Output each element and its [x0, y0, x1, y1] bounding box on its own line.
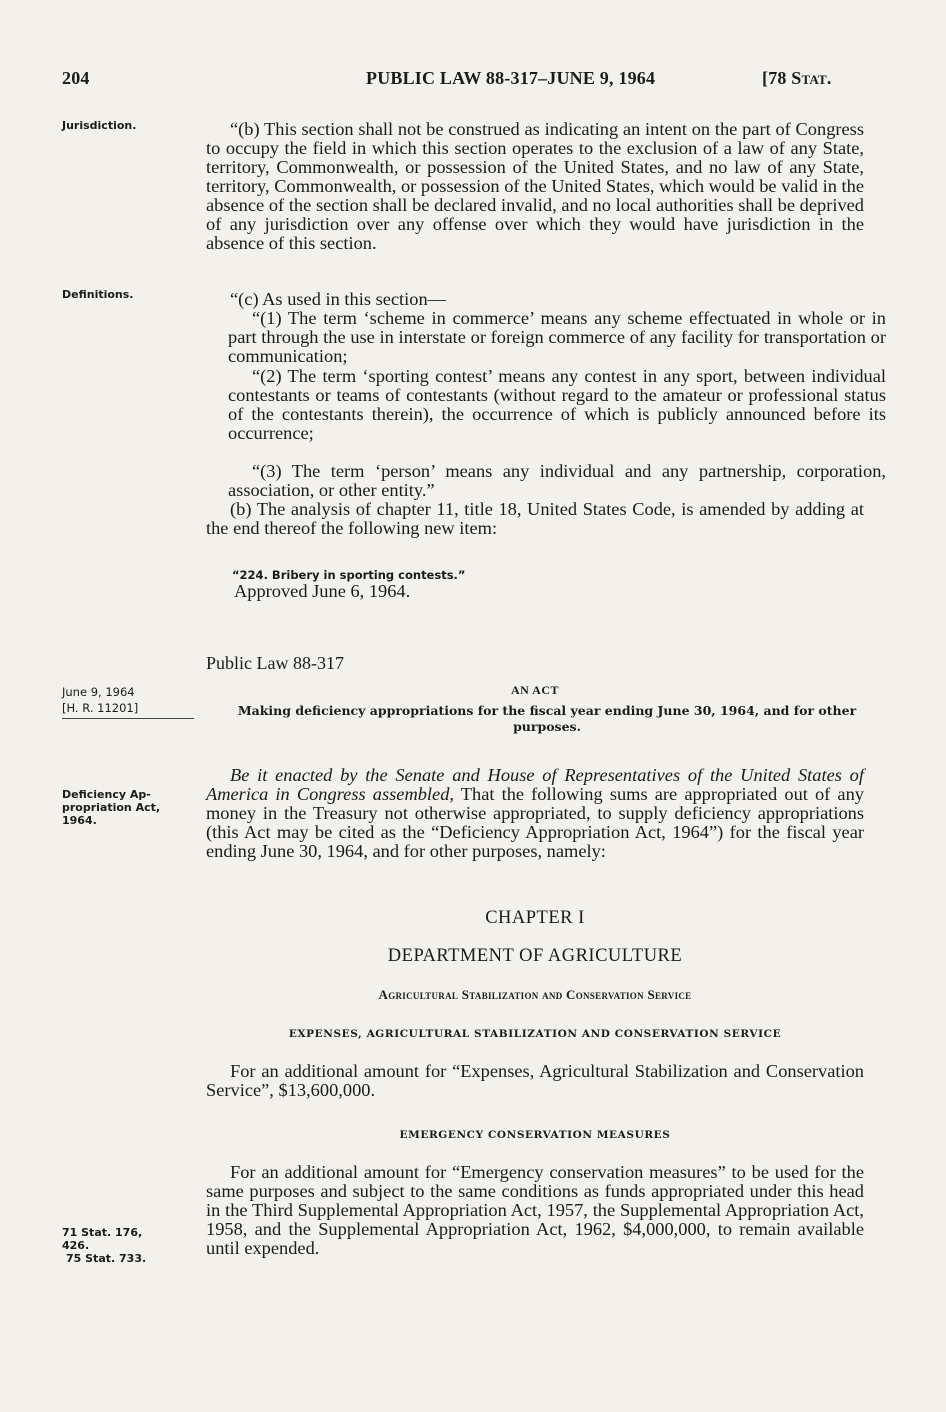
margin-citation-1: 71 Stat. 176, — [62, 1226, 143, 1239]
subheading-expenses: EXPENSES, AGRICULTURAL STABILIZATION AND CONSERVATION SERVICE — [288, 1028, 782, 1040]
margin-citation-2: 426. — [62, 1239, 90, 1252]
enacting-clause — [206, 766, 864, 861]
margin-citation-3: 75 Stat. 733. — [66, 1252, 147, 1265]
margin-rule — [62, 718, 194, 719]
enacting-clause-text: That the following sums are appropriated out of any money in the Treasury not otherwise appropriated, to supply deficiency appropriations (this Act may be cited as the “Deficiency Appropriation Act, 1964”) for the fiscal year ending June 30, 1964, and for other purposes, namely: — [206, 784, 864, 861]
page-number: 204 — [62, 68, 90, 88]
public-law-title: Public Law 88-317 — [206, 653, 344, 673]
definition-2: “(2) The term ‘sporting contest’ means any contest in any sport, between individual contestants or teams of contestants (without regard to the amateur or professional status of the contestants therein), the occurrence of which is publicly announced before its occurrence; — [228, 366, 886, 443]
chapter-heading: CHAPTER I — [485, 908, 585, 928]
new-item-224: “224. Bribery in sporting contests.” — [232, 568, 466, 582]
expenses-paragraph: For an additional amount for “Expenses, Agricultural Stabilization and Conservation Service”, $13,600,000. — [206, 1061, 864, 1100]
emergency-paragraph: For an additional amount for “Emergency conservation measures” to be used for the same purposes and subject to the same conditions as funds appropriated under this head in the Third Supplemental Appropriation Act, 1957, the Supplemental Appropriation Act, 1958, and the Supplemental Appropriation Act, 1962, $4,000,000, to remain available until expended. — [206, 1162, 864, 1258]
margin-note-date: June 9, 1964 — [62, 685, 135, 699]
paragraph-b: “(b) This section shall not be construed as indicating an intent on the part of Congress to occupy the field in which this section operates to the exclusion of a law of any State, territory, Commonwealth, or possession of the United States, and no law of any State, territory, Commonwealth, or possession of the United States, which would be valid in the absence of the section shall be declared invalid, and no local authorities shall be deprived of any jurisdiction over any offense over which they would have jurisdiction in the absence of this section. — [206, 119, 864, 253]
agency-heading: Agricultural Stabilization and Conservation Service — [378, 987, 692, 1002]
department-heading: DEPARTMENT OF AGRICULTURE — [387, 946, 683, 966]
statute-prefix: [78 — [762, 68, 792, 88]
margin-note-definitions: Definitions. — [62, 288, 134, 301]
subheading-emergency: EMERGENCY CONSERVATION MEASURES — [399, 1129, 671, 1141]
definition-1: “(1) The term ‘scheme in commerce’ means any scheme effectuated in whole or in part through the use in interstate or foreign commerce of any facility for transportation or communication; — [228, 308, 886, 366]
statute-label: Stat. — [791, 68, 832, 88]
approved-date: Approved June 6, 1964. — [234, 581, 411, 601]
margin-note-short-title-2: propriation Act, — [62, 801, 161, 814]
act-label: AN ACT — [510, 683, 559, 697]
paragraph-c: “(c) As used in this section— — [230, 289, 447, 309]
running-title: PUBLIC LAW 88-317–JUNE 9, 1964 — [366, 68, 656, 88]
statute-volume — [762, 68, 832, 89]
act-purpose: Making deficiency appropriations for the fiscal year ending June 30, 1964, and for other purposes. — [237, 703, 857, 734]
enacting-clause-italic: Be it enacted by the Senate and House of Representatives of the United States of America in Congress assembled, — [206, 765, 864, 804]
margin-note-short-title-1: Deficiency Ap- — [62, 788, 151, 801]
paragraph-b-amendment: (b) The analysis of chapter 11, title 18, United States Code, is amended by adding at the end thereof the following new item: — [206, 499, 864, 538]
margin-note-bill: [H. R. 11201] — [62, 701, 139, 715]
margin-note-short-title-3: 1964. — [62, 814, 97, 827]
definition-3: “(3) The term ‘person’ means any individual and any partnership, corporation, association, or other entity.” — [228, 461, 886, 500]
margin-note-jurisdiction: Jurisdiction. — [62, 119, 137, 132]
